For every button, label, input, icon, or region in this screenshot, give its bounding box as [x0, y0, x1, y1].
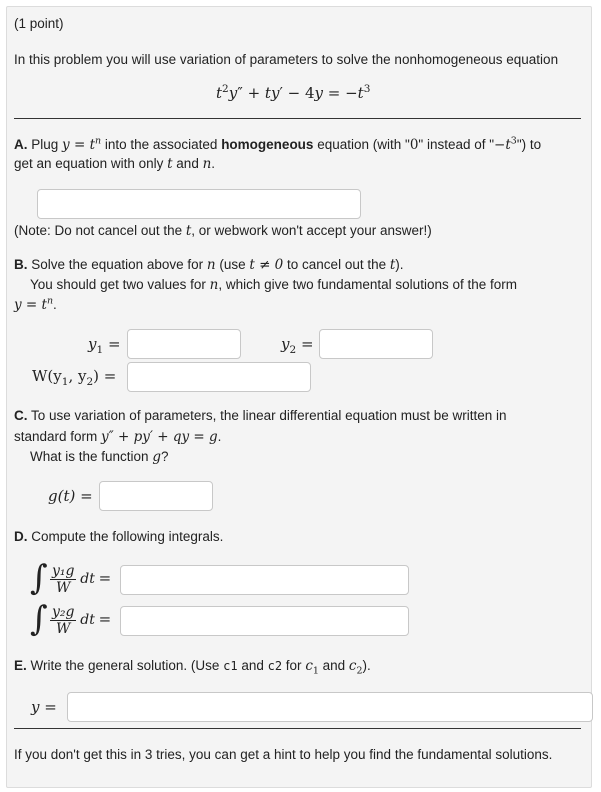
y2-label: $y_2$ =	[281, 335, 314, 356]
part-b-text: B. Solve the equation above for n (use t ≠ 0 to cancel out the t).	[14, 257, 404, 273]
integral-sign-1: ∫	[30, 558, 48, 598]
main-equation: $t^2y'' + ty' - 4y = -t^3$	[216, 83, 371, 102]
integral-sign-2: ∫	[30, 599, 48, 639]
note-text: (Note: Do not cancel out the t, or webwork won't accept your answer!)	[14, 223, 432, 239]
y1-label: $y_1$ =	[88, 335, 121, 356]
general-solution-label: y =	[31, 698, 57, 716]
part-e-text: E. Write the general solution. (Use c1 and c2 for $c_1$ and $c_2$).	[14, 658, 371, 677]
divider-top	[14, 118, 581, 119]
integral-2-expr: $\frac{\text{y₂g}}{W}$ dt =	[52, 604, 112, 637]
g-label: g(t) =	[48, 487, 93, 505]
part-c-text-2: standard form y″ + py′ + qy = g.	[14, 429, 222, 445]
y2-input[interactable]	[319, 329, 433, 359]
points-label: (1 point)	[14, 16, 64, 31]
wronskian-input[interactable]	[127, 362, 311, 392]
integral-1-expr: $\frac{\text{y₁g}}{W}$ dt =	[52, 563, 112, 596]
part-b-text-2: You should get two values for n, which give two fundamental solutions of the form	[30, 277, 517, 293]
integral-1-input[interactable]	[120, 565, 409, 595]
integral-2-input[interactable]	[120, 606, 409, 636]
divider-bottom	[14, 728, 581, 729]
answer-a-input[interactable]	[37, 189, 361, 219]
wronskian-label: $W(y_1$, $y_2$) =	[32, 367, 117, 388]
intro-text: In this problem you will use variation of parameters to solve the nonhomogeneous equation	[14, 52, 559, 67]
part-b-form: $y = t^n$.	[14, 295, 57, 313]
g-input[interactable]	[99, 481, 213, 511]
hint-text: If you don't get this in 3 tries, you can get a hint to help you find the fundamental solutions.	[14, 747, 553, 762]
part-d-text: D. Compute the following integrals.	[14, 529, 224, 544]
y1-input[interactable]	[127, 329, 241, 359]
part-c-question: What is the function g?	[30, 449, 169, 465]
part-a-text-2: get an equation with only t and n.	[14, 156, 216, 172]
general-solution-input[interactable]	[67, 692, 593, 722]
part-c-text: C. To use variation of parameters, the linear differential equation must be written in	[14, 408, 507, 423]
part-a-text: A. Plug $y = t^n$ into the associated homogeneous equation (with "0" instead of "$-t^3$") to	[14, 135, 542, 153]
